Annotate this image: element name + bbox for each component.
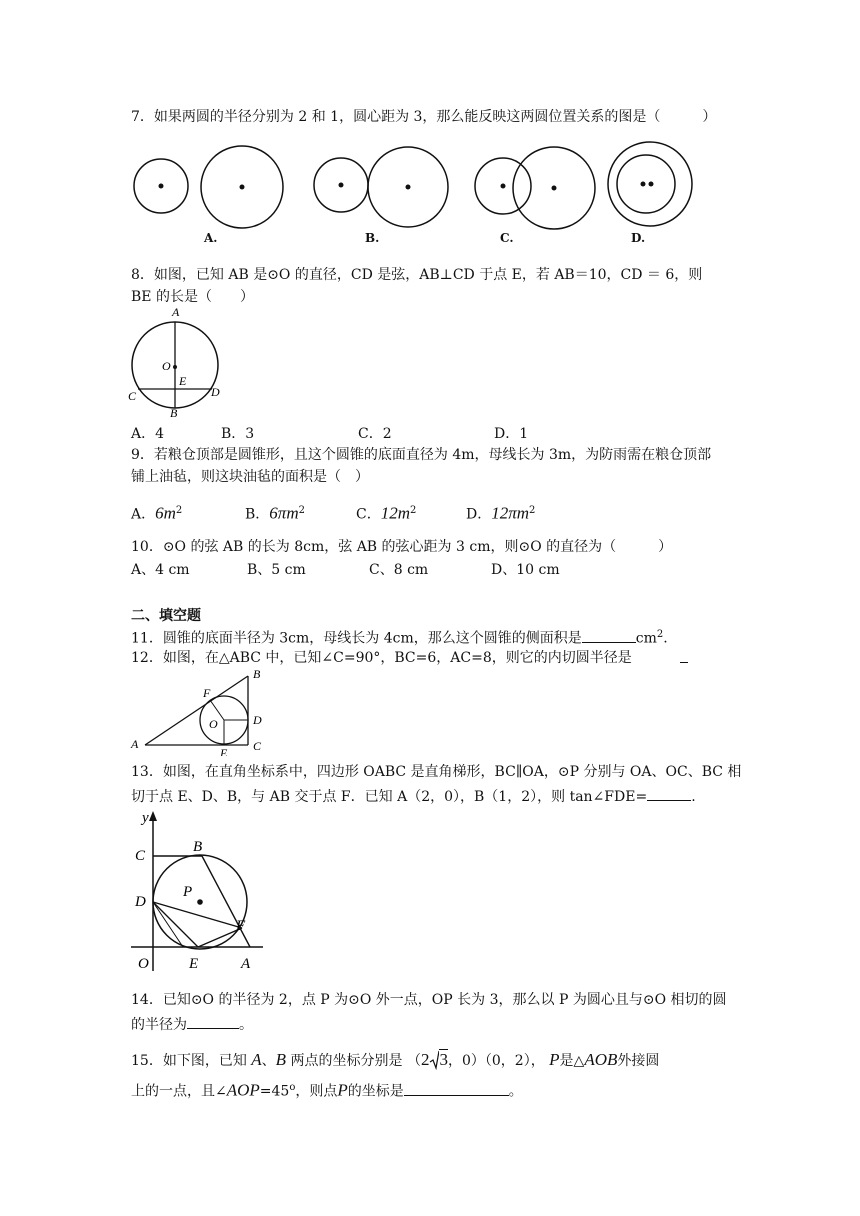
q13-label-b: B bbox=[193, 839, 203, 855]
q13-label-d: D bbox=[135, 894, 146, 910]
q11-answer-blank[interactable] bbox=[582, 628, 636, 643]
q13-label-o: O bbox=[138, 956, 149, 972]
q9-option-a: A．$6m^2$ bbox=[131, 503, 183, 523]
q12-line: 12．如图，在△ABC 中，已知∠C=90°，BC=6，AC=8，则它的内切圆半径是 bbox=[131, 650, 632, 666]
q10-option-c: C、8 cm bbox=[369, 562, 429, 578]
q8-option-a: A．4 bbox=[131, 426, 165, 442]
q12-answer-blank[interactable] bbox=[680, 648, 688, 663]
q8-label-e: E bbox=[179, 374, 187, 388]
q10-option-a: A、4 cm bbox=[131, 562, 190, 578]
q8-option-c: C．2 bbox=[358, 426, 392, 442]
q8-label-b: B bbox=[170, 406, 178, 420]
sqrt-symbol: 3 bbox=[429, 1049, 448, 1072]
q8-label-d: D bbox=[211, 385, 220, 399]
q13-line1: 13．如图，在直角坐标系中，四边形 OABC 是直角梯形，BC∥OA，⊙P 分别与 OA、OC、BC 相 bbox=[131, 764, 742, 780]
q7-option-b-figure bbox=[314, 147, 448, 227]
q7-option-c: C. bbox=[500, 231, 514, 245]
q15-answer-blank[interactable] bbox=[404, 1081, 509, 1096]
q13-label-f: F bbox=[236, 918, 246, 934]
q12-label-e: E bbox=[220, 746, 228, 756]
q8-option-b: B．3 bbox=[221, 426, 255, 442]
q12-label-a: A bbox=[131, 737, 139, 751]
q13-label-c: C bbox=[135, 848, 146, 864]
q13-label-e: E bbox=[189, 956, 199, 972]
q13-line2: 切于点 E、D、B，与 AB 交于点 F．已知 A（2，0），B（1，2），则 tan∠FDE= . bbox=[131, 786, 696, 806]
q9-option-c: C．$12m^2$ bbox=[356, 503, 417, 523]
q8-option-d: D．1 bbox=[494, 426, 529, 442]
q12-label-o: O bbox=[209, 717, 218, 731]
section-title-fill-in: 二、填空题 bbox=[131, 608, 201, 624]
q12-label-b: B bbox=[253, 667, 261, 681]
q8-figure bbox=[124, 306, 234, 421]
q8-line1: 8．如图，已知 AB 是⊙O 的直径，CD 是弦，AB⊥CD 于点 E，若 AB＝10，CD ＝ 6，则 bbox=[131, 267, 703, 283]
q12-label-c: C bbox=[253, 739, 262, 753]
q8-label-a: A bbox=[172, 306, 180, 319]
q10-line1: 10．⊙O 的弦 AB 的长为 8cm，弦 AB 的弦心距为 3 cm，则⊙O 的直径为（ ） bbox=[131, 539, 673, 555]
q7-option-a-figure bbox=[134, 146, 283, 228]
q14-line1: 14．已知⊙O 的半径为 2，点 P 为⊙O 外一点，OP 长为 3，那么以 P 为圆心且与⊙O 相切的圆 bbox=[131, 992, 727, 1008]
q15-line2: 上的一点，且$\angle AOP=45^o$，则点P的坐标是 。 bbox=[131, 1080, 523, 1100]
q13-answer-blank[interactable] bbox=[647, 786, 691, 801]
q9-option-b: B．$6\pi m^2$ bbox=[245, 503, 305, 523]
q13-figure bbox=[128, 808, 268, 973]
q7-option-c-figure bbox=[475, 147, 595, 229]
q11-line: 11．圆锥的底面半径为 3cm，母线长为 4cm，那么这个圆锥的侧面积是 $cm^2$. bbox=[131, 629, 668, 647]
q8-label-c: C bbox=[128, 389, 137, 403]
q12-label-d: D bbox=[253, 713, 262, 727]
q13-label-y: y bbox=[142, 810, 149, 826]
q7-option-b: B. bbox=[365, 231, 380, 245]
q9-option-d: D．$12\pi m^2$ bbox=[466, 503, 536, 523]
q8-label-o: O bbox=[162, 359, 171, 373]
q7-text: 7．如果两圆的半径分别为 2 和 1，圆心距为 3，那么能反映这两圆位置关系的图是（ ） bbox=[131, 109, 717, 125]
q7-option-d: D. bbox=[631, 231, 646, 245]
q9-line1: 9．若粮仓顶部是圆锥形，且这个圆锥的底面直径为 4m，母线长为 3m，为防雨需在粮仓顶部 bbox=[131, 447, 712, 463]
q14-answer-blank[interactable] bbox=[187, 1014, 239, 1029]
q10-option-d: D、10 cm bbox=[491, 562, 560, 578]
q12-label-f: F bbox=[203, 686, 211, 700]
q7-option-a: A. bbox=[204, 231, 218, 245]
q12-figure bbox=[128, 666, 268, 756]
q14-line2: 的半径为 。 bbox=[131, 1014, 253, 1034]
q9-line2: 铺上油毡，则这块油毡的面积是（ ） bbox=[131, 469, 369, 485]
q13-label-p: P bbox=[183, 884, 193, 900]
q7-option-d-figure bbox=[608, 142, 692, 226]
q10-option-b: B、5 cm bbox=[247, 562, 306, 578]
q8-line2: BE 的长是（ ） bbox=[131, 289, 254, 305]
q13-label-a: A bbox=[241, 956, 251, 972]
q15-line1: 15．如下图，已知 A、B 两点的坐标分别是 （2 3，0）（0，2）， P是△AOB外接圆 bbox=[131, 1049, 659, 1071]
